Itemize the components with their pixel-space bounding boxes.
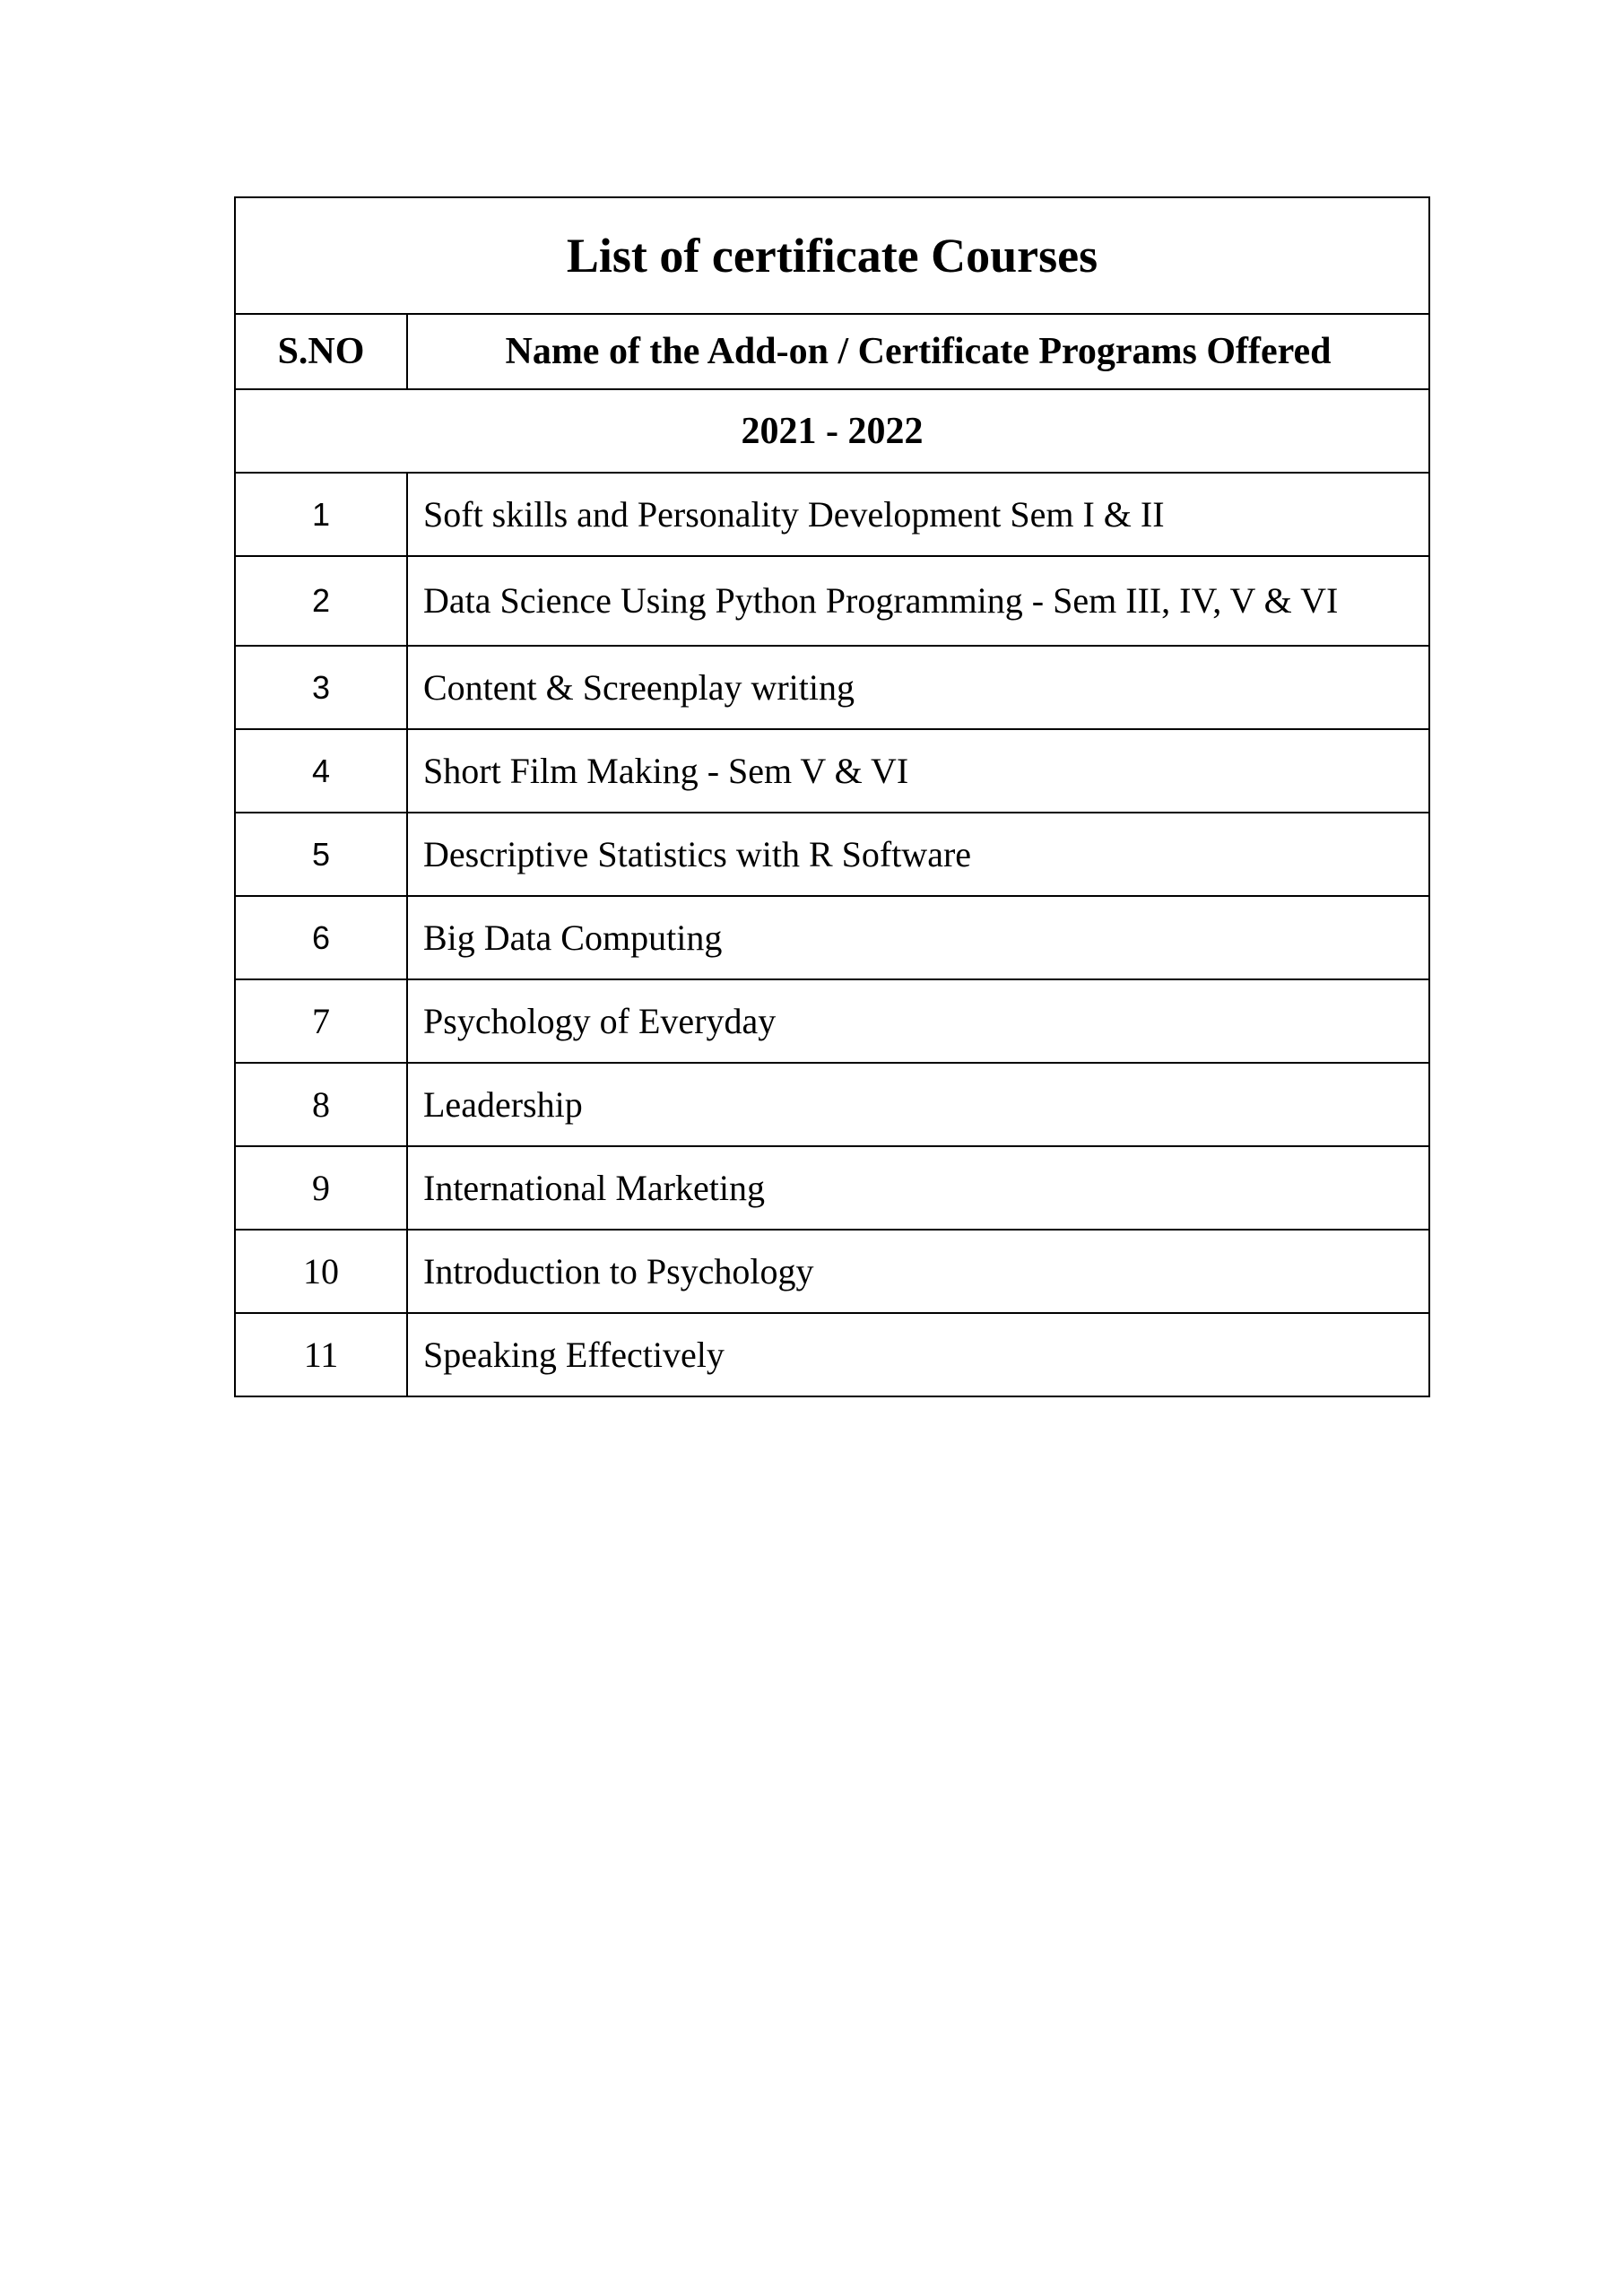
- row-sno: 5: [235, 813, 407, 896]
- table-row: [235, 1063, 1429, 1146]
- row-program-name: Introduction to Psychology: [407, 1230, 1429, 1313]
- row-sno: 8: [235, 1063, 407, 1146]
- header-program-name: Name of the Add-on / Certificate Programs Offered: [407, 314, 1429, 389]
- year-row: [235, 389, 1429, 473]
- row-program-name: Soft skills and Personality Development Sem I & II: [407, 473, 1429, 556]
- table-row: [235, 556, 1429, 646]
- certificate-courses-table: [234, 196, 1430, 1397]
- row-sno: 4: [235, 729, 407, 813]
- table-row: [235, 979, 1429, 1063]
- table-row: [235, 1146, 1429, 1230]
- header-sno: S.NO: [235, 314, 407, 389]
- row-sno: 2: [235, 556, 407, 646]
- table-row: [235, 729, 1429, 813]
- row-program-name: International Marketing: [407, 1146, 1429, 1230]
- row-sno: 3: [235, 646, 407, 729]
- row-sno: 1: [235, 473, 407, 556]
- title-row: [235, 197, 1429, 314]
- academic-year: 2021 - 2022: [235, 389, 1429, 473]
- row-program-name: Speaking Effectively: [407, 1313, 1429, 1396]
- row-program-name: Short Film Making - Sem V & VI: [407, 729, 1429, 813]
- row-program-name: Descriptive Statistics with R Software: [407, 813, 1429, 896]
- table-title: List of certificate Courses: [235, 197, 1429, 314]
- row-sno: 11: [235, 1313, 407, 1396]
- table-row: [235, 896, 1429, 979]
- row-program-name: Content & Screenplay writing: [407, 646, 1429, 729]
- row-program-name: Big Data Computing: [407, 896, 1429, 979]
- table-row: [235, 646, 1429, 729]
- table-row: [235, 473, 1429, 556]
- row-program-name: Psychology of Everyday: [407, 979, 1429, 1063]
- row-sno: 9: [235, 1146, 407, 1230]
- table-row: [235, 813, 1429, 896]
- row-sno: 6: [235, 896, 407, 979]
- row-program-name: Data Science Using Python Programming - Sem III, IV, V & VI: [407, 556, 1429, 646]
- row-sno: 7: [235, 979, 407, 1063]
- row-sno: 10: [235, 1230, 407, 1313]
- table-row: [235, 1230, 1429, 1313]
- row-program-name: Leadership: [407, 1063, 1429, 1146]
- table-row: [235, 1313, 1429, 1396]
- header-row: [235, 314, 1429, 389]
